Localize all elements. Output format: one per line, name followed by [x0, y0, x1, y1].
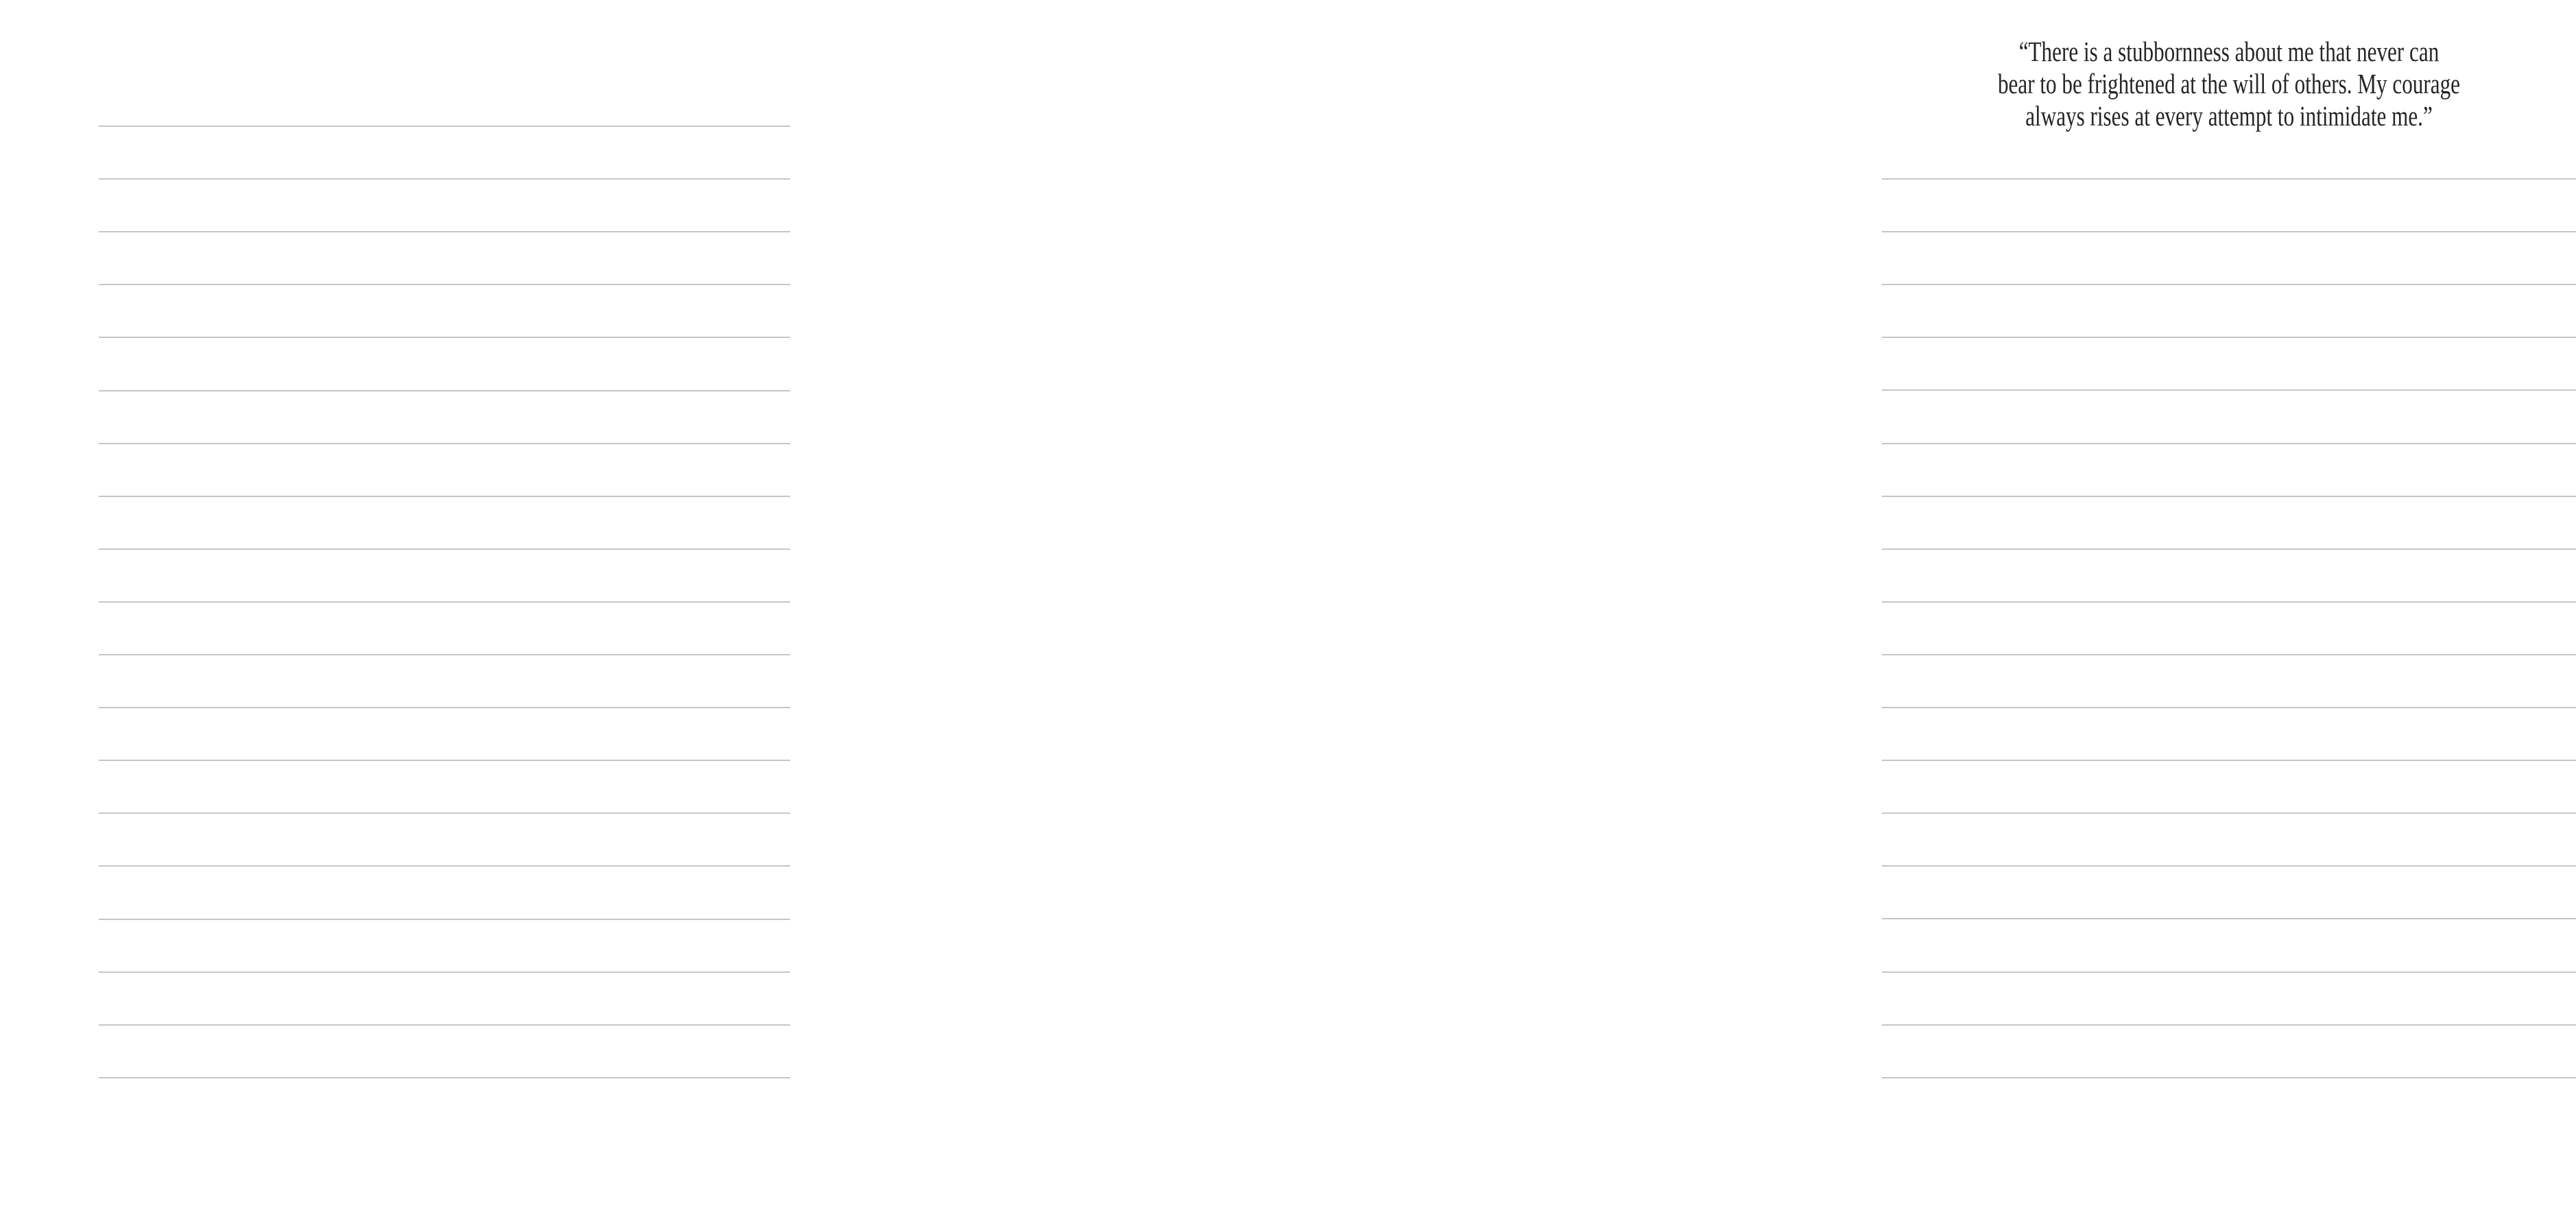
ruled-line: [99, 443, 790, 444]
ruled-line: [1882, 1024, 2576, 1026]
ruled-line: [1882, 654, 2576, 655]
ruled-line: [1882, 971, 2576, 973]
left-page-rules: [99, 125, 790, 1079]
ruled-line: [99, 654, 790, 655]
ruled-line: [1882, 760, 2576, 761]
quote-line-2: bear to be frightened at the will of others. My courage: [1997, 68, 2461, 99]
ruled-line: [1882, 231, 2576, 232]
ruled-line: [1882, 1077, 2576, 1078]
ruled-line: [1882, 865, 2576, 867]
ruled-line: [1882, 707, 2576, 708]
ruled-line: [99, 707, 790, 708]
ruled-line: [1882, 918, 2576, 919]
ruled-line: [99, 337, 790, 338]
ruled-line: [1882, 548, 2576, 550]
ruled-line: [1882, 284, 2576, 285]
ruled-line: [99, 812, 790, 814]
ruled-line: [1882, 496, 2576, 497]
ruled-line: [99, 496, 790, 497]
ruled-line: [99, 548, 790, 550]
ruled-line: [99, 178, 790, 180]
ruled-line: [1882, 812, 2576, 814]
ruled-line: [99, 865, 790, 867]
ruled-line: [99, 390, 790, 391]
ruled-line: [99, 919, 790, 920]
ruled-line: [99, 231, 790, 232]
ruled-line: [99, 760, 790, 761]
ruled-line: [1882, 178, 2576, 180]
quote-line-3: always rises at every attempt to intimidate me.”: [2025, 100, 2433, 132]
ruled-line: [99, 1077, 790, 1078]
ruled-line: [99, 601, 790, 603]
quote-text: [1965, 36, 2492, 132]
ruled-line: [1882, 443, 2576, 444]
quote-line-1: “There is a stubbornness about me that never can: [2018, 36, 2440, 67]
ruled-line: [99, 1024, 790, 1026]
right-page: [892, 0, 2461, 1208]
ruled-line: [1882, 601, 2576, 603]
ruled-line: [99, 125, 790, 127]
left-page: [0, 0, 892, 1208]
ruled-line: [1882, 389, 2576, 391]
ruled-line: [99, 971, 790, 973]
right-page-rules: [1882, 178, 2576, 1079]
ruled-line: [99, 284, 790, 285]
ruled-line: [1882, 337, 2576, 338]
